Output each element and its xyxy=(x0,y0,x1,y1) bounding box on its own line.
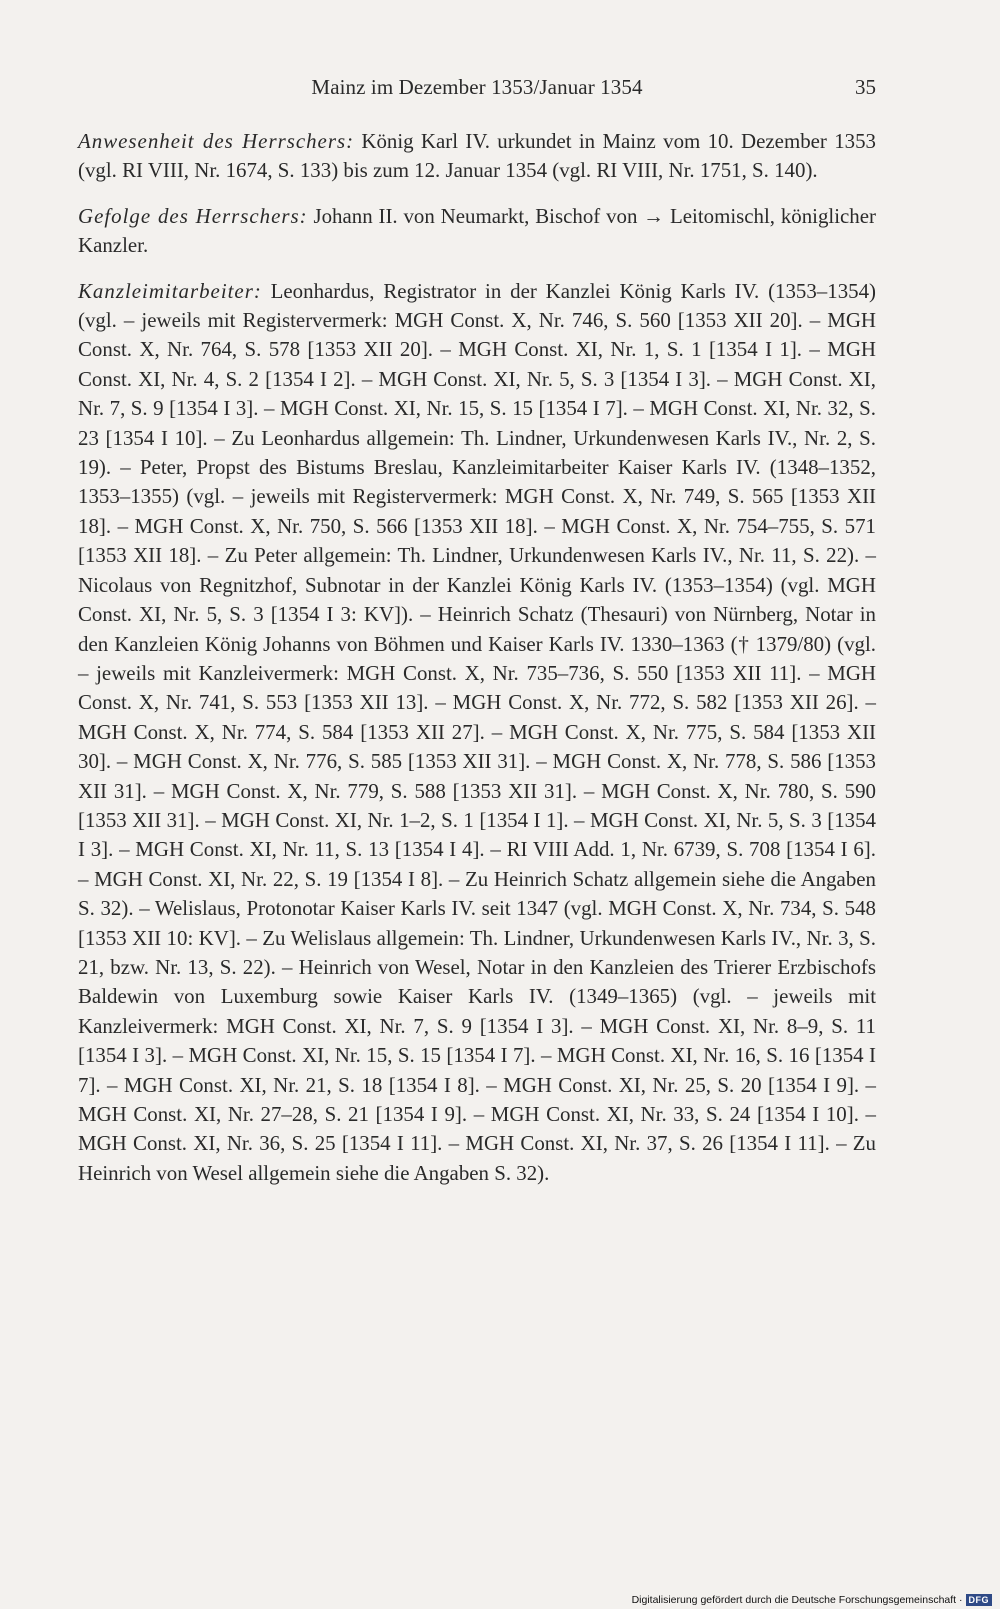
running-title: Mainz im Dezember 1353/Januar 1354 xyxy=(311,75,643,99)
paragraph-anwesenheit xyxy=(78,127,876,186)
page-number: 35 xyxy=(855,75,876,99)
paragraph-text: König Karl IV. urkundet in Mainz vom 10. Dezember 1353 (vgl. RI VIII, Nr. 1674, S. 133) bis zum 12. Januar 1354 (vgl. RI VIII, Nr. 1751, S. 140). xyxy=(78,129,876,183)
credit-text: Digitalisierung gefördert durch die Deutsche Forschungsgemeinschaft · xyxy=(631,1594,963,1606)
body-text xyxy=(78,127,876,1188)
dfg-logo: DFG xyxy=(966,1594,993,1606)
paragraph-label: Kanzleimitarbeiter: xyxy=(78,278,262,303)
paragraph-label: Anwesenheit des Herrschers: xyxy=(78,129,355,153)
paragraph-kanzleimitarbeiter xyxy=(78,277,876,1189)
digitization-credit xyxy=(632,1594,992,1606)
paragraph-text: Johann II. von Neumarkt, Bischof von → Leitomischl, königlicher Kanzler. xyxy=(78,203,876,258)
paragraph-label: Gefolge des Herrschers: xyxy=(78,203,308,228)
paragraph-text: Leonhardus, Registrator in der Kanzlei König Karls IV. (1353–1354) (vgl. – jeweils mit Registervermerk: MGH Const. X, Nr. 746, S. 560 [1353 XII 20]. – MGH Const. X, Nr. 764, S. 578 [1353 XII 20]. – MGH Const. XI, Nr. 1, S. 1 [1354 I 1]. – MGH Const. XI, Nr. 4, S. 2 [1354 I 2]. – MGH Const. XI, Nr. 5, S. 3 [1354 I 3]. – MGH Const. XI, Nr. 7, S. 9 [1354 I 3]. – MGH Const. XI, Nr. 15, S. 15 [1354 I 7]. – MGH Const. XI, Nr. 32, S. 23 [1354 I 10]. – Zu Leonhardus allgemein: Th. Lindner, Urkundenwesen Karls IV., Nr. 2, S. 19). – Peter, Propst des Bistums Breslau, Kanzleimitarbeiter Kaiser Karls IV. (1348–1352, 1353–1355) (vgl. – jeweils mit Registervermerk: MGH Const. X, Nr. 749, S. 565 [1353 XII 18]. – MGH Const. X, Nr. 750, S. 566 [1353 XII 18]. – MGH Const. X, Nr. 754–755, S. 571 [1353 XII 18]. – Zu Peter allgemein: Th. Lindner, Urkundenwesen Karls IV., Nr. 11, S. 22). – Nicolaus von Regnitzhof, Subnotar in der Kanzlei König Karls IV. (1353–1354) (vgl. MGH Const. XI, Nr. 5, S. 3 [1354 I 3: KV]). – Heinrich Schatz (Thesauri) von Nürnberg, Notar in den Kanzleien König Johanns von Böhmen und Kaiser Karls IV. 1330–1363 († 1379/80) (vgl. – jeweils mit Kanzleivermerk: MGH Const. X, Nr. 735–736, S. 550 [1353 XII 11]. – MGH Const. X, Nr. 741, S. 553 [1353 XII 13]. – MGH Const. X, Nr. 772, S. 582 [1353 XII 26]. – MGH Const. X, Nr. 774, S. 584 [1353 XII 27]. – MGH Const. X, Nr. 775, S. 584 [1353 XII 30]. – MGH Const. X, Nr. 776, S. 585 [1353 XII 31]. – MGH Const. X, Nr. 778, S. 586 [1353 XII 31]. – MGH Const. X, Nr. 779, S. 588 [1353 XII 31]. – MGH Const. X, Nr. 780, S. 590 [1353 XII 31]. – MGH Const. XI, Nr. 1–2, S. 1 [1354 I 1]. – MGH Const. XI, Nr. 5, S. 3 [1354 I 3]. – MGH Const. XI, Nr. 11, S. 13 [1354 I 4]. – RI VIII Add. 1, Nr. 6739, S. 708 [1354 I 6]. – MGH Const. XI, Nr. 22, S. 19 [1354 I 8]. – Zu Heinrich Schatz allgemein siehe die Angaben S. 32). – Welislaus, Protonotar Kaiser Karls IV. seit 1347 (vgl. MGH Const. X, Nr. 734, S. 548 [1353 XII 10: KV]. – Zu Welislaus allgemein: Th. Lindner, Urkundenwesen Karls IV., Nr. 3, S. 21, bzw. Nr. 13, S. 22). – Heinrich von Wesel, Notar in den Kanzleien des Trierer Erzbischofs Baldewin von Luxemburg sowie Kaiser Karls IV. (1349–1365) (vgl. – jeweils mit Kanzleivermerk: MGH Const. XI, Nr. 7, S. 9 [1354 I 3]. – MGH Const. XI, Nr. 8–9, S. 11 [1354 I 3]. – MGH Const. XI, Nr. 15, S. 15 [1354 I 7]. – MGH Const. XI, Nr. 16, S. 16 [1354 I 7]. – MGH Const. XI, Nr. 21, S. 18 [1354 I 8]. – MGH Const. XI, Nr. 25, S. 20 [1354 I 9]. – MGH Const. XI, Nr. 27–28, S. 21 [1354 I 9]. – MGH Const. XI, Nr. 33, S. 24 [1354 I 10]. – MGH Const. XI, Nr. 36, S. 25 [1354 I 11]. – MGH Const. XI, Nr. 37, S. 26 [1354 I 11]. – Zu Heinrich von Wesel allgemein siehe die Angaben S. 32). xyxy=(78,278,876,1185)
paragraph-gefolge xyxy=(78,202,876,261)
